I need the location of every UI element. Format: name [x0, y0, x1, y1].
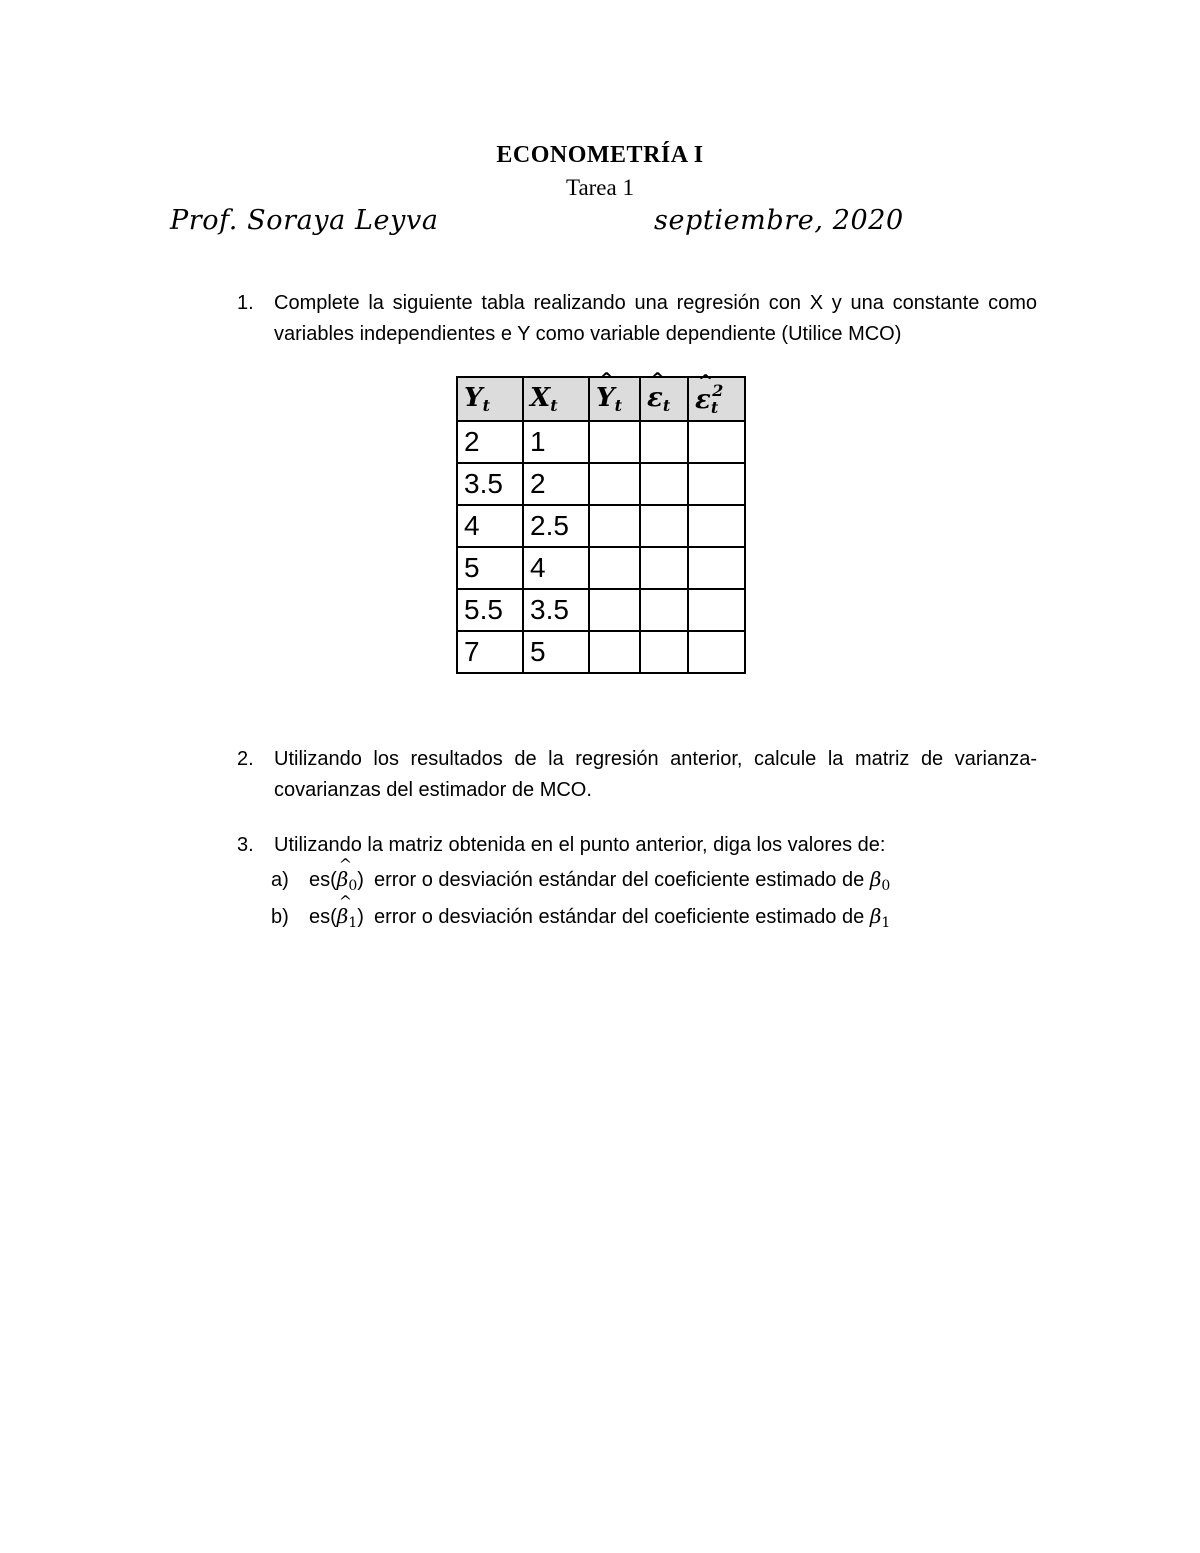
cell-residual[interactable]: [640, 463, 688, 505]
cell-x: 3.5: [523, 589, 589, 631]
subitem-b: [271, 901, 890, 939]
cell-residual[interactable]: [640, 547, 688, 589]
subitem-a: [271, 864, 890, 902]
cell-y-hat[interactable]: [589, 547, 640, 589]
document-date: septiembre, 2020: [654, 205, 904, 236]
table-row: [457, 463, 745, 505]
question-2: [237, 744, 1037, 806]
header-residual: ^ εt: [640, 377, 688, 421]
document-subtitle: Tarea 1: [566, 175, 634, 200]
question-1: [237, 288, 1037, 350]
header-y-hat: ^ Yt: [589, 377, 640, 421]
header-y: Yt: [457, 377, 523, 421]
regression-table: [456, 376, 746, 674]
question-number: 2.: [237, 748, 254, 770]
document-title: ECONOMETRÍA I: [496, 142, 704, 168]
cell-residual-squared[interactable]: [688, 421, 745, 463]
table-row: [457, 589, 745, 631]
cell-y: 7: [457, 631, 523, 673]
cell-residual[interactable]: [640, 589, 688, 631]
header-x: Xt: [523, 377, 589, 421]
coefficient-symbol: β: [869, 867, 882, 891]
subitem-description: error o desviación estándar del coeficiente estimado de: [373, 869, 865, 891]
standard-error-expression: es(^ $\beta_1$): [309, 901, 364, 939]
cell-residual-squared[interactable]: [688, 547, 745, 589]
cell-y-hat[interactable]: [589, 463, 640, 505]
question-text: Complete la siguiente tabla realizando una regresión con X y una constante como variables independientes e Y como variable dependiente (Utilice MCO): [274, 292, 1037, 345]
question-number: 1.: [237, 292, 254, 314]
cell-residual[interactable]: [640, 505, 688, 547]
cell-residual-squared[interactable]: [688, 463, 745, 505]
table-header-row: [457, 377, 745, 421]
coefficient-index: 1: [881, 915, 891, 931]
cell-x: 2: [523, 463, 589, 505]
cell-y: 2: [457, 421, 523, 463]
professor-name: Prof. Soraya Leyva: [170, 205, 439, 236]
subitem-description: error o desviación estándar del coeficiente estimado de: [373, 906, 865, 928]
subitem-letter: b): [271, 906, 289, 928]
cell-residual-squared[interactable]: [688, 631, 745, 673]
question-text: Utilizando los resultados de la regresión anterior, calcule la matriz de varianza-covarianzas del estimador de MCO.: [274, 748, 1037, 801]
coefficient-symbol: β: [869, 904, 882, 928]
cell-y: 4: [457, 505, 523, 547]
cell-y-hat[interactable]: [589, 631, 640, 673]
table-row: [457, 631, 745, 673]
table-row: [457, 421, 745, 463]
coefficient-index: 0: [881, 878, 891, 894]
table-row: [457, 547, 745, 589]
question-text: Utilizando la matriz obtenida en el punto anterior, diga los valores de:: [274, 834, 886, 856]
table-row: [457, 505, 745, 547]
cell-residual-squared[interactable]: [688, 505, 745, 547]
subitem-letter: a): [271, 869, 289, 891]
cell-x: 1: [523, 421, 589, 463]
cell-x: 5: [523, 631, 589, 673]
cell-x: 4: [523, 547, 589, 589]
cell-residual[interactable]: [640, 631, 688, 673]
question-3: [237, 830, 1037, 861]
cell-y-hat[interactable]: [589, 421, 640, 463]
cell-y-hat[interactable]: [589, 505, 640, 547]
cell-y: 5.5: [457, 589, 523, 631]
standard-error-expression: es(^ $\beta_0$): [309, 864, 364, 902]
cell-y: 5: [457, 547, 523, 589]
cell-residual-squared[interactable]: [688, 589, 745, 631]
cell-y-hat[interactable]: [589, 589, 640, 631]
cell-x: 2.5: [523, 505, 589, 547]
cell-y: 3.5: [457, 463, 523, 505]
question-number: 3.: [237, 834, 254, 856]
header-residual-squared: ^ $\varepsilon t^2$: [688, 377, 745, 421]
cell-residual[interactable]: [640, 421, 688, 463]
